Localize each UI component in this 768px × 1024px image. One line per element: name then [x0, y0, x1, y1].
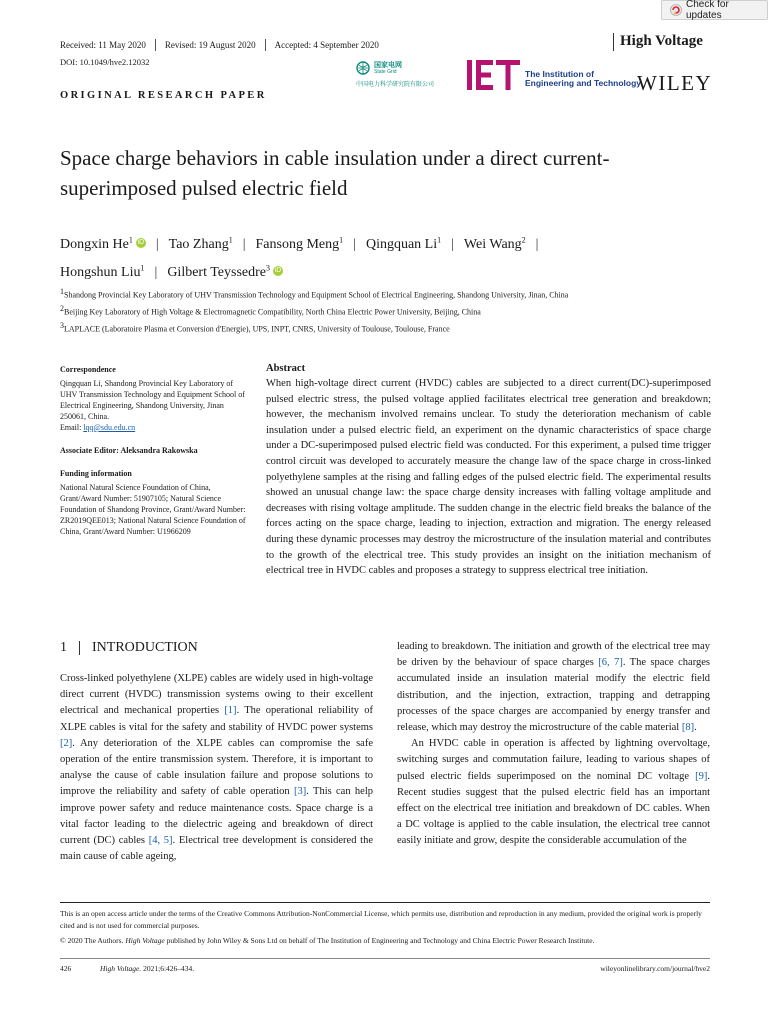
section-title: INTRODUCTION	[92, 640, 198, 655]
citation-link[interactable]: [4, 5]	[148, 835, 173, 847]
wiley-logo: WILEY	[637, 71, 713, 95]
author-separator: |	[155, 236, 159, 252]
author-separator: |	[154, 265, 158, 281]
state-grid-logo	[356, 60, 466, 90]
abstract	[266, 363, 711, 579]
section-heading-introduction	[60, 640, 198, 656]
orcid-icon[interactable]: iD	[137, 238, 145, 246]
page-number: 426	[60, 964, 72, 973]
correspondence-email: Email: lqq@sdu.edu.cn	[60, 423, 136, 432]
paragraph: An HVDC cable in operation is affected by lightning overvoltage, switching surges and commutation failure, leading to various shapes of pulsed electric fields superimposed on the nominal DC voltage [9]. Recent studies suggest that the pulsed electric field has an important effect on the electrical tree initiation and breakdown of DC cables. When a DC voltage is applied to the cable insulation, the electrical tree cannot easily initiate and grow, despite the considerable accumulation of the	[397, 738, 710, 847]
citation-link[interactable]: [6, 7]	[598, 657, 623, 669]
body-column-left	[60, 671, 373, 865]
iet-name-line-2: Engineering and Technology	[525, 78, 642, 88]
refresh-badge-icon	[670, 4, 682, 16]
iet-logo	[465, 58, 642, 92]
iet-name-line-1: The Institution of	[525, 69, 594, 79]
orcid-icon[interactable]: iD	[274, 267, 282, 275]
paper-title: Space charge behaviors in cable insulation under a direct current-superimposed pulsed electric field	[60, 146, 610, 200]
divider	[155, 39, 156, 51]
affiliation: $^2$Beijing Key Laboratory of High Voltage & Electromagnetic Compatibility, North China Electric Power University, Beijing, China	[60, 304, 481, 317]
author-separator: |	[451, 236, 454, 252]
cepri-name: 中国电力科学研究院有限公司	[356, 81, 435, 88]
iet-mark-icon	[465, 58, 523, 92]
check-for-updates-button[interactable]	[661, 0, 768, 20]
funding-block	[60, 468, 250, 537]
author[interactable]: Qingquan Li$^1$	[365, 235, 442, 252]
journal-citation: High Voltage. 2021;6:426–434.	[100, 964, 195, 973]
received-date: Received: 11 May 2020	[60, 40, 146, 50]
affiliation: $^3$LAPLACE (Laboratoire Plasma et Conversion d'Energie), UPS, INPT, CNRS, University of Toulouse, Toulouse, France	[60, 321, 450, 334]
divider	[79, 641, 80, 655]
state-grid-en: State Grid	[374, 69, 397, 75]
correspondence-heading: Correspondence	[60, 365, 116, 374]
doi[interactable]: DOI: 10.1049/hve2.12032	[60, 57, 150, 67]
associate-editor: Associate Editor: Aleksandra Rakowska	[60, 446, 198, 455]
author-separator: |	[535, 236, 539, 252]
funding-text: National Natural Science Foundation of China, Grant/Award Number: 51907105; Natural Science Foundation of Shandong Province, Grant/Award Number: ZR2019QEE013; National Natural Science Foundation of China, Grant/Award Number: U1966209	[60, 483, 246, 536]
journal-url[interactable]: wileyonlinelibrary.com/journal/hve2	[600, 964, 710, 973]
author[interactable]: Fansong Meng$^1$	[255, 235, 344, 252]
correspondence-address: Qingquan Li, Shandong Provincial Key Laboratory of UHV Transmission Technology and Equipment School of Electrical Engineering, Shandong University, Jinan 250061, China.	[60, 379, 245, 421]
author-list	[60, 228, 710, 285]
citation-link[interactable]: [2]	[60, 737, 73, 749]
footer-divider	[60, 958, 710, 959]
body-column-right	[397, 639, 710, 850]
author-separator: |	[353, 236, 356, 252]
iet-name	[525, 70, 641, 88]
section-number: 1	[60, 640, 67, 655]
correspondence-block	[60, 364, 250, 433]
article-sidebar	[60, 364, 250, 549]
citation-link[interactable]: [8]	[681, 722, 695, 734]
author[interactable]: Hongshun Liu$^1$	[60, 263, 145, 281]
footnote-divider	[60, 902, 710, 903]
article-dates	[60, 39, 379, 51]
citation-link[interactable]: [9]	[695, 770, 708, 782]
divider	[613, 33, 614, 51]
funding-heading: Funding information	[60, 469, 132, 478]
check-for-updates-label: Check for updates	[685, 0, 729, 21]
author[interactable]: Gilbert Teyssedre$^3$ iD	[167, 263, 282, 281]
author[interactable]: Dongxin He$^1$ iD	[60, 235, 145, 252]
accepted-date: Accepted: 4 September 2020	[274, 40, 379, 50]
journal-name: High Voltage	[620, 33, 703, 49]
affiliation: $^1$Shandong Provincial Key Laboratory of UHV Transmission Technology and Equipment School of Electrical Engineering, Shandong University, Jinan, China	[60, 287, 569, 300]
citation-link[interactable]: [3]	[294, 786, 307, 798]
citation-link[interactable]: [1]	[224, 705, 237, 717]
license-note: This is an open access article under the terms of the Creative Commons Attribution-NonCommercial License, which permits use, distribution and reproduction in any medium, provided the original work is properly cited and is not used for commercial purposes.	[60, 909, 702, 930]
revised-date: Revised: 19 August 2020	[164, 40, 256, 50]
state-grid-cn-title: 国家电网	[374, 61, 402, 69]
author[interactable]: Wei Wang$^2$	[463, 235, 526, 252]
divider	[265, 39, 266, 51]
abstract-body: When high-voltage direct current (HVDC) cables are subjected to a direct current(DC)-superimposed pulsed electric stress, the pulsed voltage applied facilitates electrical tree generation and breakdown; however, the mechanism involved remains unclear. To study the deterioration mechanism of cable insulation under a pulsed electric field, an experiment on the dynamic characteristics of space charge under a DC-superimposed pulsed electric field was conducted. For this experiment, a pulsed time trigger control circuit was developed to accurately measure the change law of the space charge in cross-linked polyethylene samples at the rising and falling edges of the pulsed electric field. The experimental results showed an unusual change law: the space charge density increases with falling voltage amplitude and decreases with rising voltage amplitude. The sudden change in the electric field breaks the balance of the forces acting on the space charge, leading to injection, extraction and migration. The energy released during these dynamic processes may destroy the microstructure of the insulation material and contributes to the growth of the electrical tree. This study provides an insight on the initiation mechanism of electrical tree in HVDC cables and proposes a strategy to suppress electrical tree initiation.	[266, 378, 711, 577]
paragraph: leading to breakdown. The initiation and growth of the electrical tree may be driven by the behaviour of space charges [6, 7]. The space charges accumulated inside an insulation material modify the electric field distribution, and the injection, extraction, trapping and detrapping processes of the space charges are accompanied by energy transfer and release, which may destroy the microstructure of the cable material [8].	[397, 641, 710, 734]
abstract-heading: Abstract	[266, 363, 306, 374]
paragraph: Cross-linked polyethylene (XLPE) cables are widely used in high-voltage direct current (HVDC) transmission systems owing to their excellent electrical and mechanical properties [1]. The operational reliability of XLPE cables is vital for the safety and stability of HVDC power systems [2]. Any deterioration of the XLPE cables can compromise the safe operation of the entire transmission system. Therefore, it is important to analyse the cause of cable insulation failure and propose solutions to improve the reliability and safety of cable operation [3]. This can help improve power safety and reduce maintenance costs. Space charge is a vital factor leading to the dielectric ageing and breakdown of direct current (DC) cables [4, 5]. Electrical tree development is considered the main cause of cable ageing,	[60, 673, 374, 863]
article-type-label: ORIGINAL RESEARCH PAPER	[60, 90, 267, 101]
author[interactable]: Tao Zhang$^1$	[168, 235, 233, 252]
author-separator: |	[242, 236, 246, 252]
copyright-note: © 2020 The Authors. High Voltage published by John Wiley & Sons Ltd on behalf of The Institution of Engineering and Technology and China Electric Power Research Institute.	[60, 936, 595, 945]
email-link[interactable]: lqq@sdu.edu.cn	[83, 423, 136, 432]
